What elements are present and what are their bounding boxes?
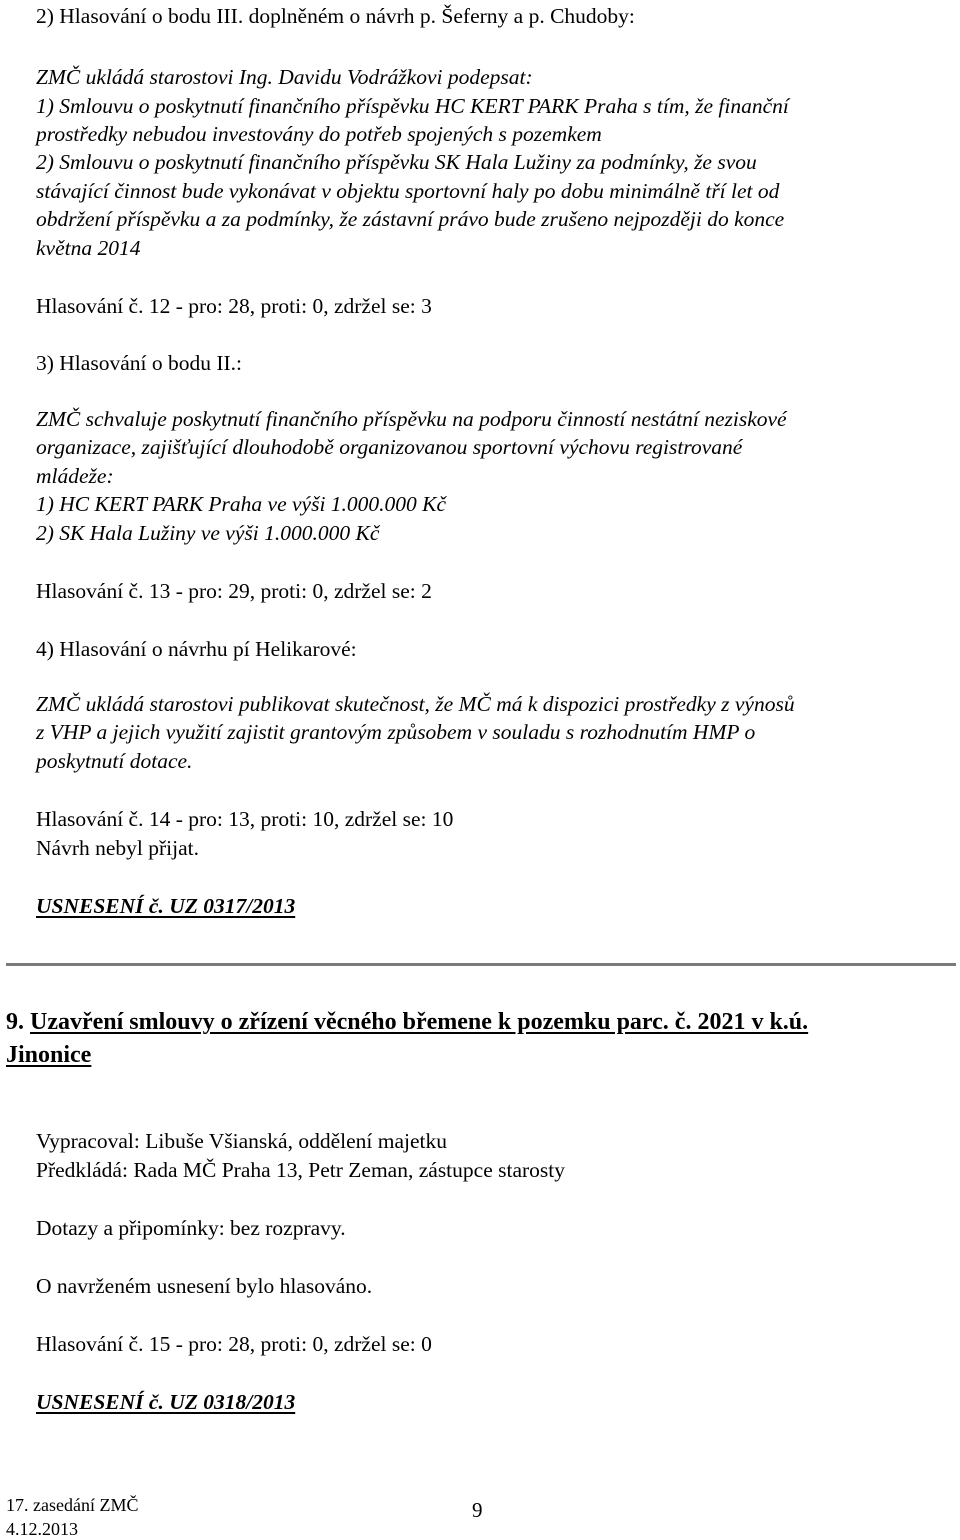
vote2-intro: ZMČ ukládá starostovi Ing. Davidu Vodrážkovi podepsat: — [36, 65, 533, 89]
page-number: 9 — [472, 1498, 483, 1522]
vote4-line: z VHP a jejich využití zajistit grantovým způsobem v souladu s rozhodnutím HMP o — [36, 720, 756, 744]
vote4-result: Hlasování č. 14 - pro: 13, proti: 10, zdržel se: 10 — [36, 807, 454, 831]
vote4-line: poskytnutí dotace. — [36, 749, 193, 773]
vote2-line: 1) Smlouvu o poskytnutí finančního příspěvku HC KERT PARK Praha s tím, že finanční — [36, 94, 789, 118]
section9-title-line2: Jinonice — [6, 1042, 92, 1068]
vote4-line: ZMČ ukládá starostovi publikovat skutečnost, že MČ má k dispozici prostředky z výnosů — [36, 692, 795, 716]
vote2-result: Hlasování č. 12 - pro: 28, proti: 0, zdržel se: 3 — [36, 294, 432, 318]
vote2-line: obdržení příspěvku a za podmínky, že zástavní právo bude zrušeno nejpozději do konce — [36, 207, 785, 231]
footer-date: 4.12.2013 — [6, 1519, 78, 1539]
vote4-outcome: Návrh nebyl přijat. — [36, 836, 199, 860]
vote2-line: stávající činnost bude vykonávat v objektu sportovní haly po dobu minimálně tří let od — [36, 179, 780, 203]
questions-note: Dotazy a připomínky: bez rozpravy. — [36, 1216, 346, 1240]
vote3-line: 2) SK Hala Lužiny ve výši 1.000.000 Kč — [36, 521, 380, 545]
resolution-uz-0318: USNESENÍ č. UZ 0318/2013 — [36, 1390, 296, 1414]
vote4-header: 4) Hlasování o návrhu pí Helikarové: — [36, 637, 357, 661]
vote3-result: Hlasování č. 13 - pro: 29, proti: 0, zdržel se: 2 — [36, 579, 432, 603]
vote3-line: mládeže: — [36, 464, 114, 488]
vote2-line: května 2014 — [36, 236, 141, 260]
section9-title: Uzavření smlouvy o zřízení věcného břemene k pozemku parc. č. 2021 v k.ú. — [30, 1009, 809, 1035]
vote3-line: 1) HC KERT PARK Praha ve výši 1.000.000 Kč — [36, 492, 447, 516]
resolution-uz-0317: USNESENÍ č. UZ 0317/2013 — [36, 894, 296, 918]
vote2-header: 2) Hlasování o bodu III. doplněném o návrh p. Šeferny a p. Chudoby: — [36, 4, 635, 28]
prepared-by: Vypracoval: Libuše Všianská, oddělení majetku — [36, 1129, 447, 1153]
submitted-by: Předkládá: Rada MČ Praha 13, Petr Zeman, zástupce starosty — [36, 1158, 565, 1182]
vote3-line: ZMČ schvaluje poskytnutí finančního příspěvku na podporu činností nestátní neziskové — [36, 407, 787, 431]
voted-note: O navrženém usnesení bylo hlasováno. — [36, 1274, 373, 1298]
vote3-line: organizace, zajišťující dlouhodobě organizovanou sportovní výchovu registrované — [36, 435, 743, 459]
vote3-header: 3) Hlasování o bodu II.: — [36, 351, 243, 375]
vote2-line: 2) Smlouvu o poskytnutí finančního příspěvku SK Hala Lužiny za podmínky, že svou — [36, 150, 757, 174]
footer-meeting: 17. zasedání ZMČ — [6, 1495, 139, 1515]
section9-result: Hlasování č. 15 - pro: 28, proti: 0, zdržel se: 0 — [36, 1332, 432, 1356]
section-divider — [6, 963, 956, 966]
section9-number: 9. — [6, 1009, 24, 1035]
vote2-line: prostředky nebudou investovány do potřeb spojených s pozemkem — [36, 122, 602, 146]
section9-heading-line1 — [6, 1010, 808, 1034]
